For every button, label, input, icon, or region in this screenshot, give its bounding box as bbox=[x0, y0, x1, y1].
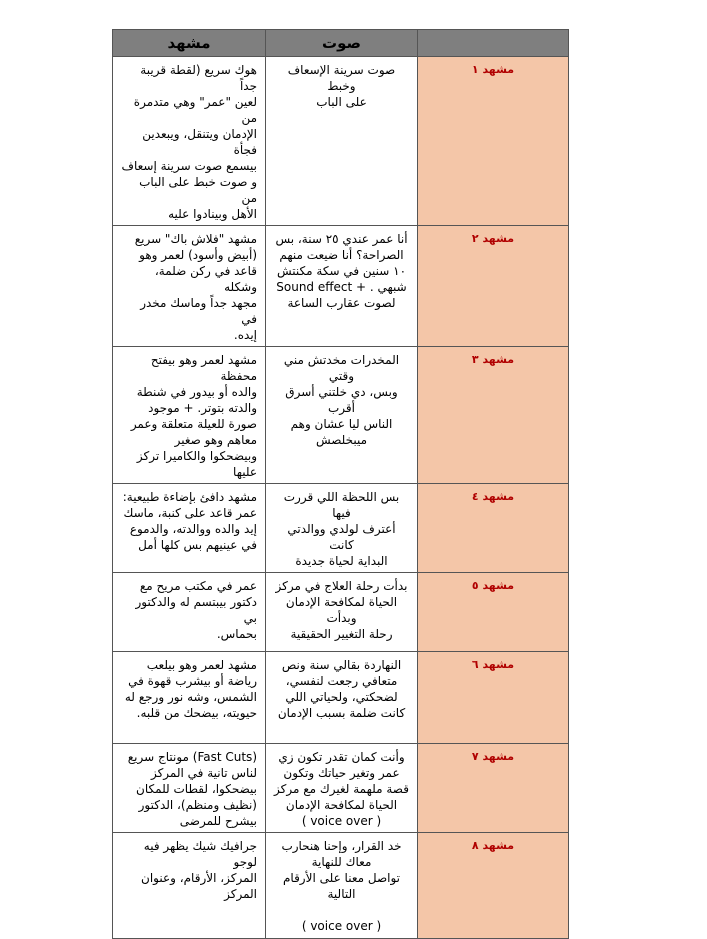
visual-cell: هوك سريع (لقطة قريبة جداً لعين "عمر" وهي متدمرة من الإدمان ويتنقل، ويبعدين فجأة بيسمع صوت سرينة إسعاف و صوت خبط على الباب من الأهل وبينادوا عليه bbox=[113, 57, 266, 226]
sound-cell: أنا عمر عندي ٢٥ سنة، بس الصراحة؟ أنا ضيعت منهم ١٠ سنين في سكة مكنتش شبهي . + Sound effect لصوت عقارب الساعة bbox=[266, 226, 418, 347]
visual-cell: جرافيك شيك يظهر فيه لوجو المركز، الأرقام، وعنوان المركز bbox=[113, 833, 266, 939]
scene-label: مشهد ٨ bbox=[418, 833, 569, 939]
sound-cell: وأنت كمان تقدر تكون زي عمر وتغير حياتك وتكون قصة ملهمة لغيرك مع مركز الحياة لمكافحة الإدمان ( voice over ) bbox=[266, 744, 418, 833]
scene-label: مشهد ٧ bbox=[418, 744, 569, 833]
table-row bbox=[113, 347, 569, 484]
sound-cell: النهاردة بقالي سنة ونص متعافي رجعت لنفسي، لضحكتي، ولحياتي اللي كانت ضلمة بسبب الإدمان bbox=[266, 652, 418, 744]
storyboard-table bbox=[112, 29, 569, 939]
scene-label: مشهد ٤ bbox=[418, 484, 569, 573]
table-header-row bbox=[113, 30, 569, 57]
visual-cell: مشهد "فلاش باك" سريع (أبيض وأسود) لعمر وهو قاعد في ركن ضلمة، وشكله مجهد جداً وماسك مخدر في إيده. bbox=[113, 226, 266, 347]
header-scene: مشهد bbox=[113, 30, 266, 57]
sound-cell: بدأت رحلة العلاج في مركز الحياة لمكافحة الإدمان وبدأت رحلة التغيير الحقيقية bbox=[266, 573, 418, 652]
table-row bbox=[113, 484, 569, 573]
sound-cell: المخدرات مخدتش مني وقتي وبس، دي خلتني أسرق أقرب الناس ليا عشان وهم ميبخلصش bbox=[266, 347, 418, 484]
header-label-column bbox=[418, 30, 569, 57]
visual-cell: مشهد لعمر وهو بيلعب رياضة أو بيشرب قهوة في الشمس، وشه نور ورجع له حيويته، بيضحك من قلبه. bbox=[113, 652, 266, 744]
table-row bbox=[113, 833, 569, 939]
header-sound: صوت bbox=[266, 30, 418, 57]
visual-cell: مشهد دافئ بإضاءة طبيعية: عمر قاعد على كنبة، ماسك إيد والده ووالدته، والدموع في عينيهم بس كلها أمل bbox=[113, 484, 266, 573]
table-row bbox=[113, 744, 569, 833]
sound-cell: صوت سرينة الإسعاف وخبط على الباب bbox=[266, 57, 418, 226]
table-row bbox=[113, 57, 569, 226]
visual-cell: مشهد لعمر وهو بيفتح محفظة والده أو بيدور في شنطة والدته بتوتر. + موجود صورة للعيلة متعلقة وعمر معاهم وهو صغير وبيضحكوا والكاميرا تركز عليها bbox=[113, 347, 266, 484]
visual-cell: (Fast Cuts) مونتاج سريع لناس تانية في المركز بيضحكوا، لقطات للمكان (نظيف ومنظم)، الدكتور بيشرح للمرضى bbox=[113, 744, 266, 833]
scene-label: مشهد ١ bbox=[418, 57, 569, 226]
scene-label: مشهد ٣ bbox=[418, 347, 569, 484]
table-row bbox=[113, 573, 569, 652]
scene-label: مشهد ٢ bbox=[418, 226, 569, 347]
sound-cell: خد القرار، وإحنا هنحارب معاك للنهاية تواصل معنا على الأرقام التالية ( voice over ) bbox=[266, 833, 418, 939]
scene-label: مشهد ٦ bbox=[418, 652, 569, 744]
table-row bbox=[113, 652, 569, 744]
scene-label: مشهد ٥ bbox=[418, 573, 569, 652]
table-row bbox=[113, 226, 569, 347]
sound-cell: بس اللحظة اللي قررت فيها أعترف لولدي ووالدتي كانت البداية لحياة جديدة bbox=[266, 484, 418, 573]
visual-cell: عمر في مكتب مريح مع دكتور بيبتسم له والدكتور بي بحماس. bbox=[113, 573, 266, 652]
